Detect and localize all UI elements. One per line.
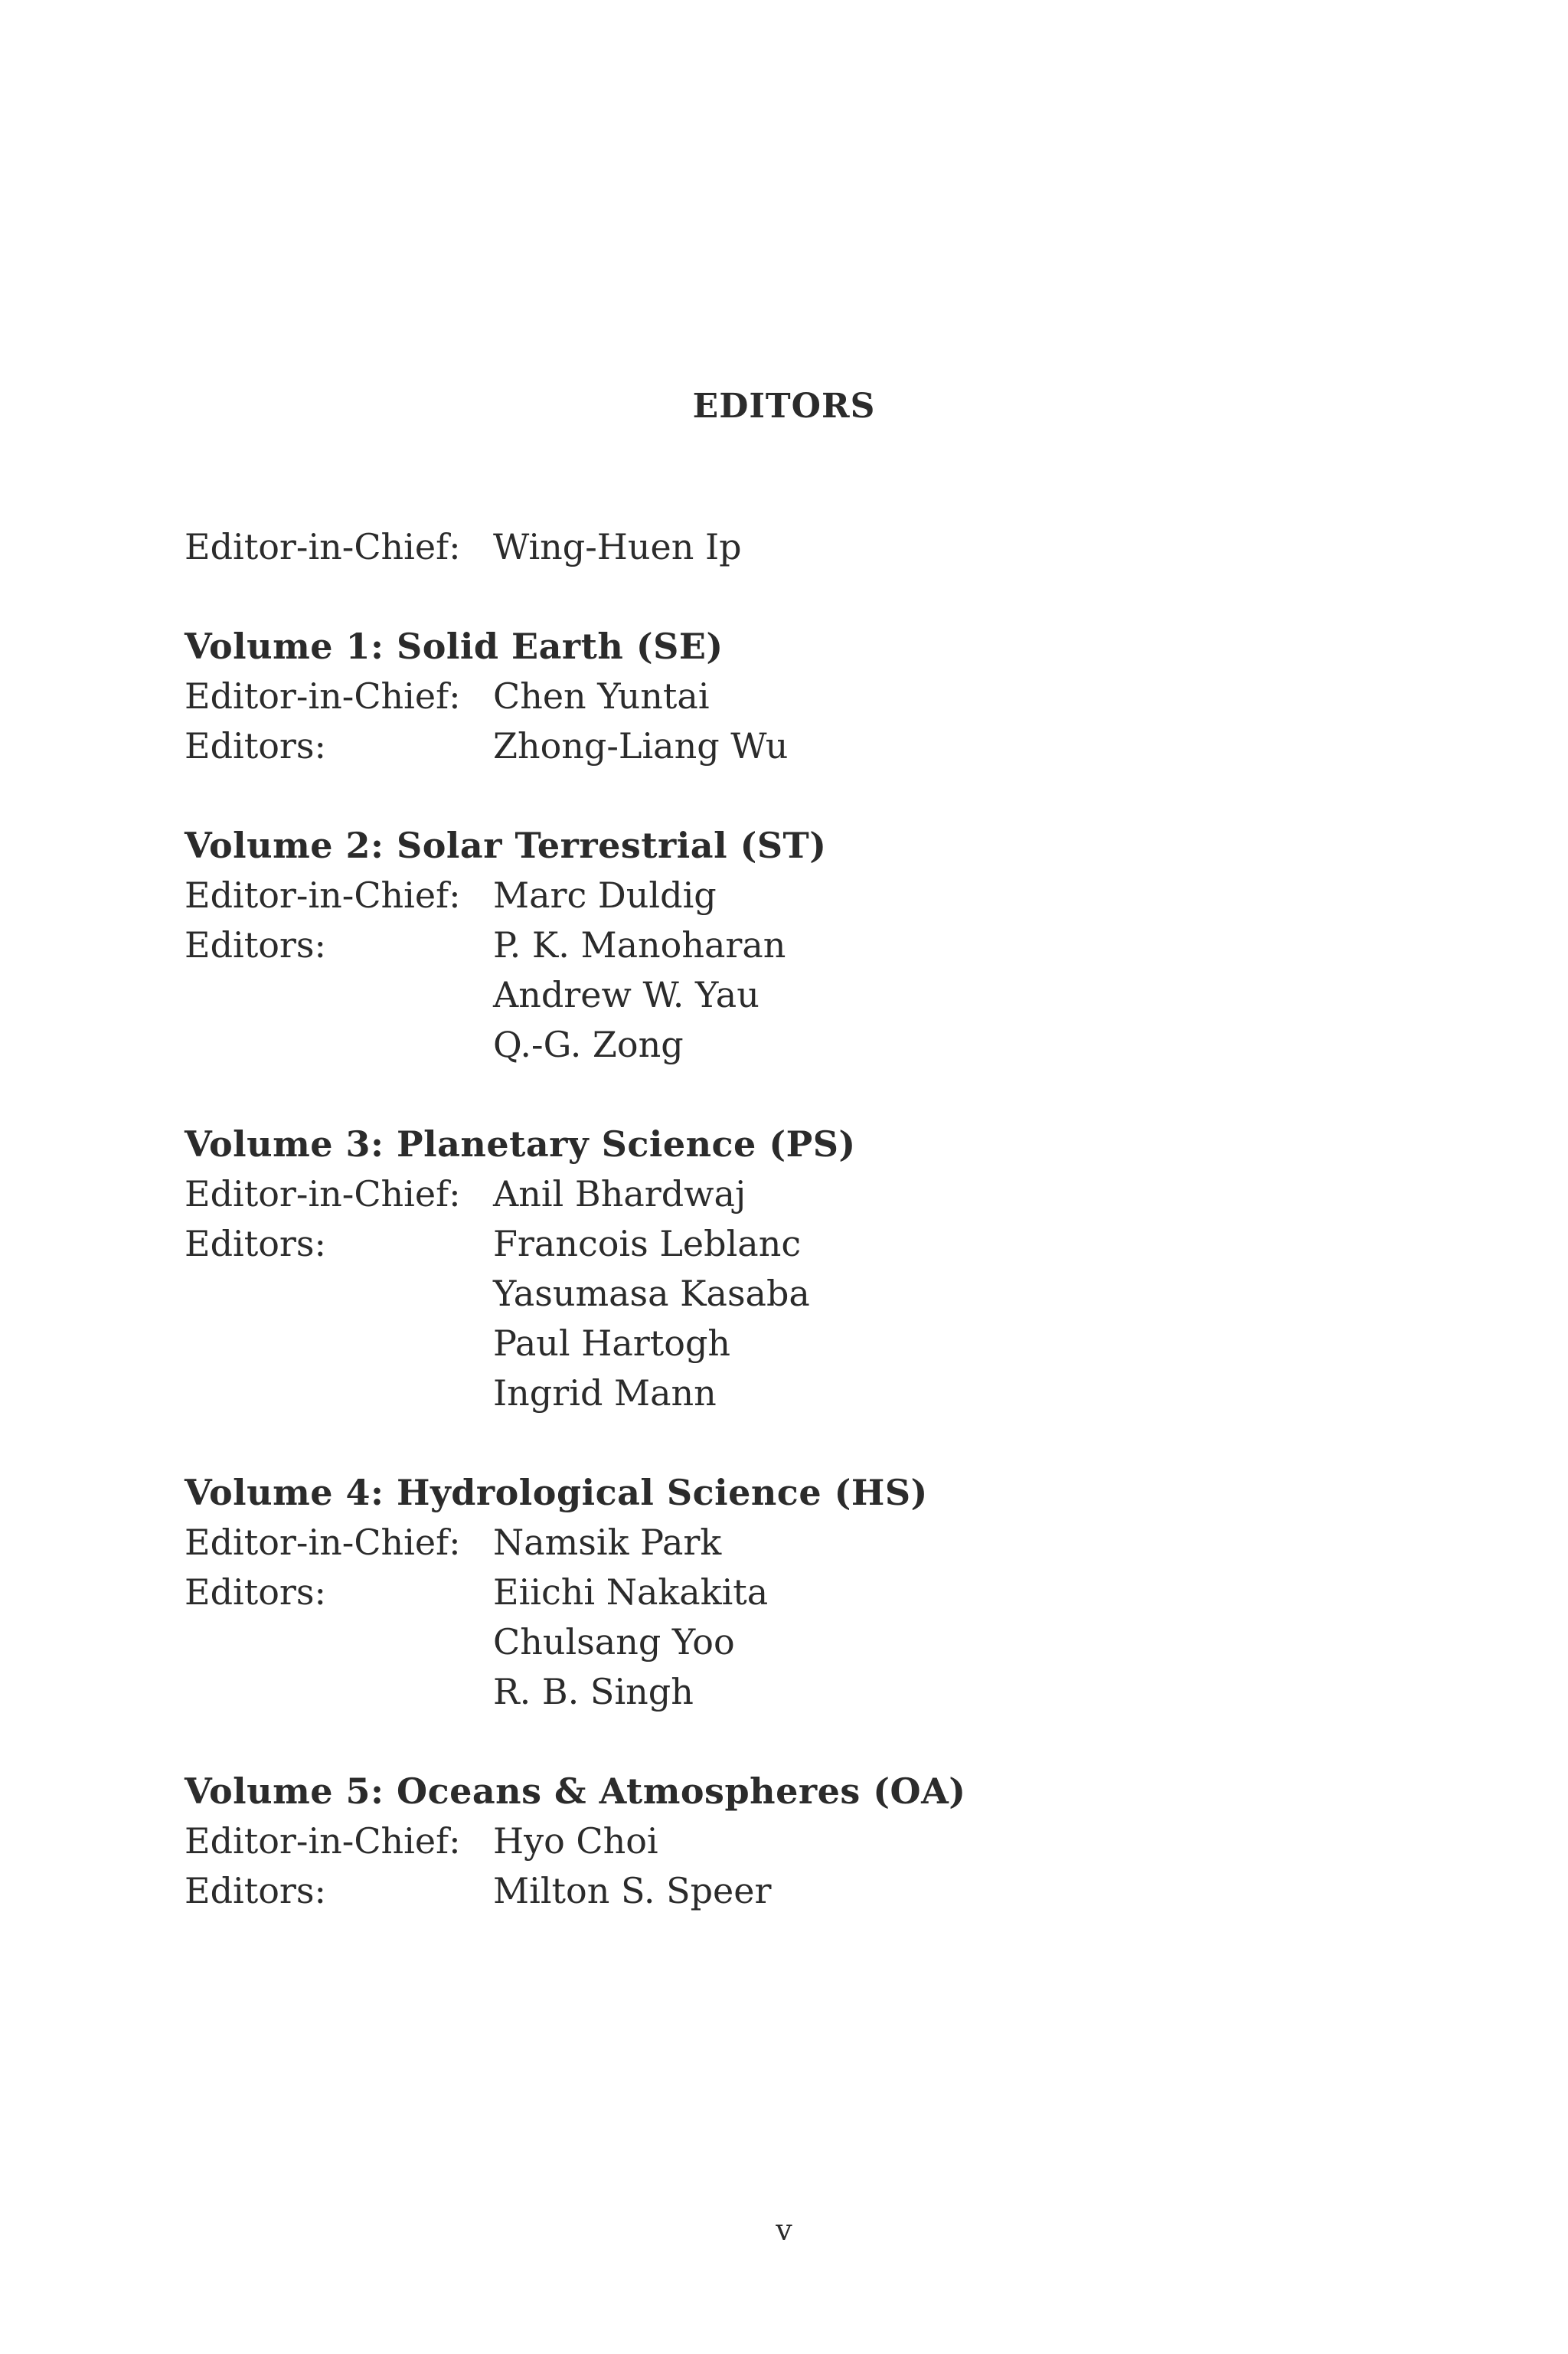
editors-list: [185, 522, 1486, 1916]
volume-editor-row: [185, 721, 1486, 771]
volume-editor-row: [185, 1667, 1486, 1717]
editor-name: R. B. Singh: [493, 1671, 694, 1712]
editor-name: Francois Leblanc: [493, 1223, 802, 1264]
volume-editor-row: [185, 1269, 1486, 1319]
editor-name: Namsik Park: [493, 1522, 722, 1563]
editor-name: Wing-Huen Ip: [493, 526, 742, 567]
page-title: EDITORS: [692, 387, 876, 426]
volume-heading: Volume 3: Planetary Science (PS): [185, 1123, 856, 1165]
volume-editor-row: [185, 1568, 1486, 1617]
editor-name: Hyo Choi: [493, 1820, 658, 1862]
volume-editor-row: [185, 1219, 1486, 1269]
section-gap: [185, 771, 1486, 821]
volume-section: [185, 622, 1486, 771]
volumes-container: [185, 572, 1486, 1916]
volume-editor-row: [185, 1617, 1486, 1667]
page-number: v: [776, 2213, 792, 2247]
editor-name: Andrew W. Yau: [493, 974, 760, 1015]
volume-heading: Volume 2: Solar Terrestrial (ST): [185, 825, 827, 866]
role-label: Editors:: [185, 725, 327, 767]
role-label: Editor-in-Chief:: [185, 526, 461, 567]
editor-name: Marc Duldig: [493, 875, 717, 916]
role-label: Editors:: [185, 924, 327, 966]
volume-editor-row: [185, 1866, 1486, 1916]
editor-name: Ingrid Mann: [493, 1372, 717, 1414]
role-label: Editor-in-Chief:: [185, 675, 461, 717]
volume-chief-row: [185, 672, 1486, 721]
volume-section: [185, 1468, 1486, 1717]
overall-chief-row: [185, 522, 1486, 572]
editor-name: Chulsang Yoo: [493, 1621, 735, 1663]
role-label: Editor-in-Chief:: [185, 1820, 461, 1862]
editor-name: Milton S. Speer: [493, 1870, 772, 1911]
volume-editor-row: [185, 1319, 1486, 1368]
section-gap: [185, 1418, 1486, 1468]
volume-chief-row: [185, 1169, 1486, 1219]
editor-name: Yasumasa Kasaba: [493, 1273, 810, 1314]
volume-section: [185, 1767, 1486, 1916]
role-label: Editors:: [185, 1223, 327, 1264]
volume-editor-row: [185, 970, 1486, 1020]
section-gap: [185, 1070, 1486, 1120]
role-label: Editors:: [185, 1870, 327, 1911]
editor-name: Chen Yuntai: [493, 675, 710, 717]
role-label: Editors:: [185, 1571, 327, 1613]
volume-chief-row: [185, 1518, 1486, 1568]
volume-editor-row: [185, 1368, 1486, 1418]
volume-chief-row: [185, 871, 1486, 920]
volume-heading: Volume 4: Hydrological Science (HS): [185, 1472, 928, 1513]
editor-name: Paul Hartogh: [493, 1322, 731, 1364]
section-gap: [185, 572, 1486, 622]
volume-editor-row: [185, 920, 1486, 970]
section-gap: [185, 1717, 1486, 1767]
editor-name: Zhong-Liang Wu: [493, 725, 789, 767]
volume-section: [185, 821, 1486, 1070]
role-label: Editor-in-Chief:: [185, 1173, 461, 1215]
editor-name: P. K. Manoharan: [493, 924, 786, 966]
role-label: Editor-in-Chief:: [185, 875, 461, 916]
editor-name: Q.-G. Zong: [493, 1024, 684, 1065]
role-label: Editor-in-Chief:: [185, 1522, 461, 1563]
volume-editor-row: [185, 1020, 1486, 1070]
volume-heading: Volume 5: Oceans & Atmospheres (OA): [185, 1770, 966, 1812]
editor-name: Anil Bhardwaj: [493, 1173, 746, 1215]
editor-name: Eiichi Nakakita: [493, 1571, 769, 1613]
volume-section: [185, 1120, 1486, 1418]
volume-chief-row: [185, 1816, 1486, 1866]
volume-heading: Volume 1: Solid Earth (SE): [185, 626, 724, 667]
